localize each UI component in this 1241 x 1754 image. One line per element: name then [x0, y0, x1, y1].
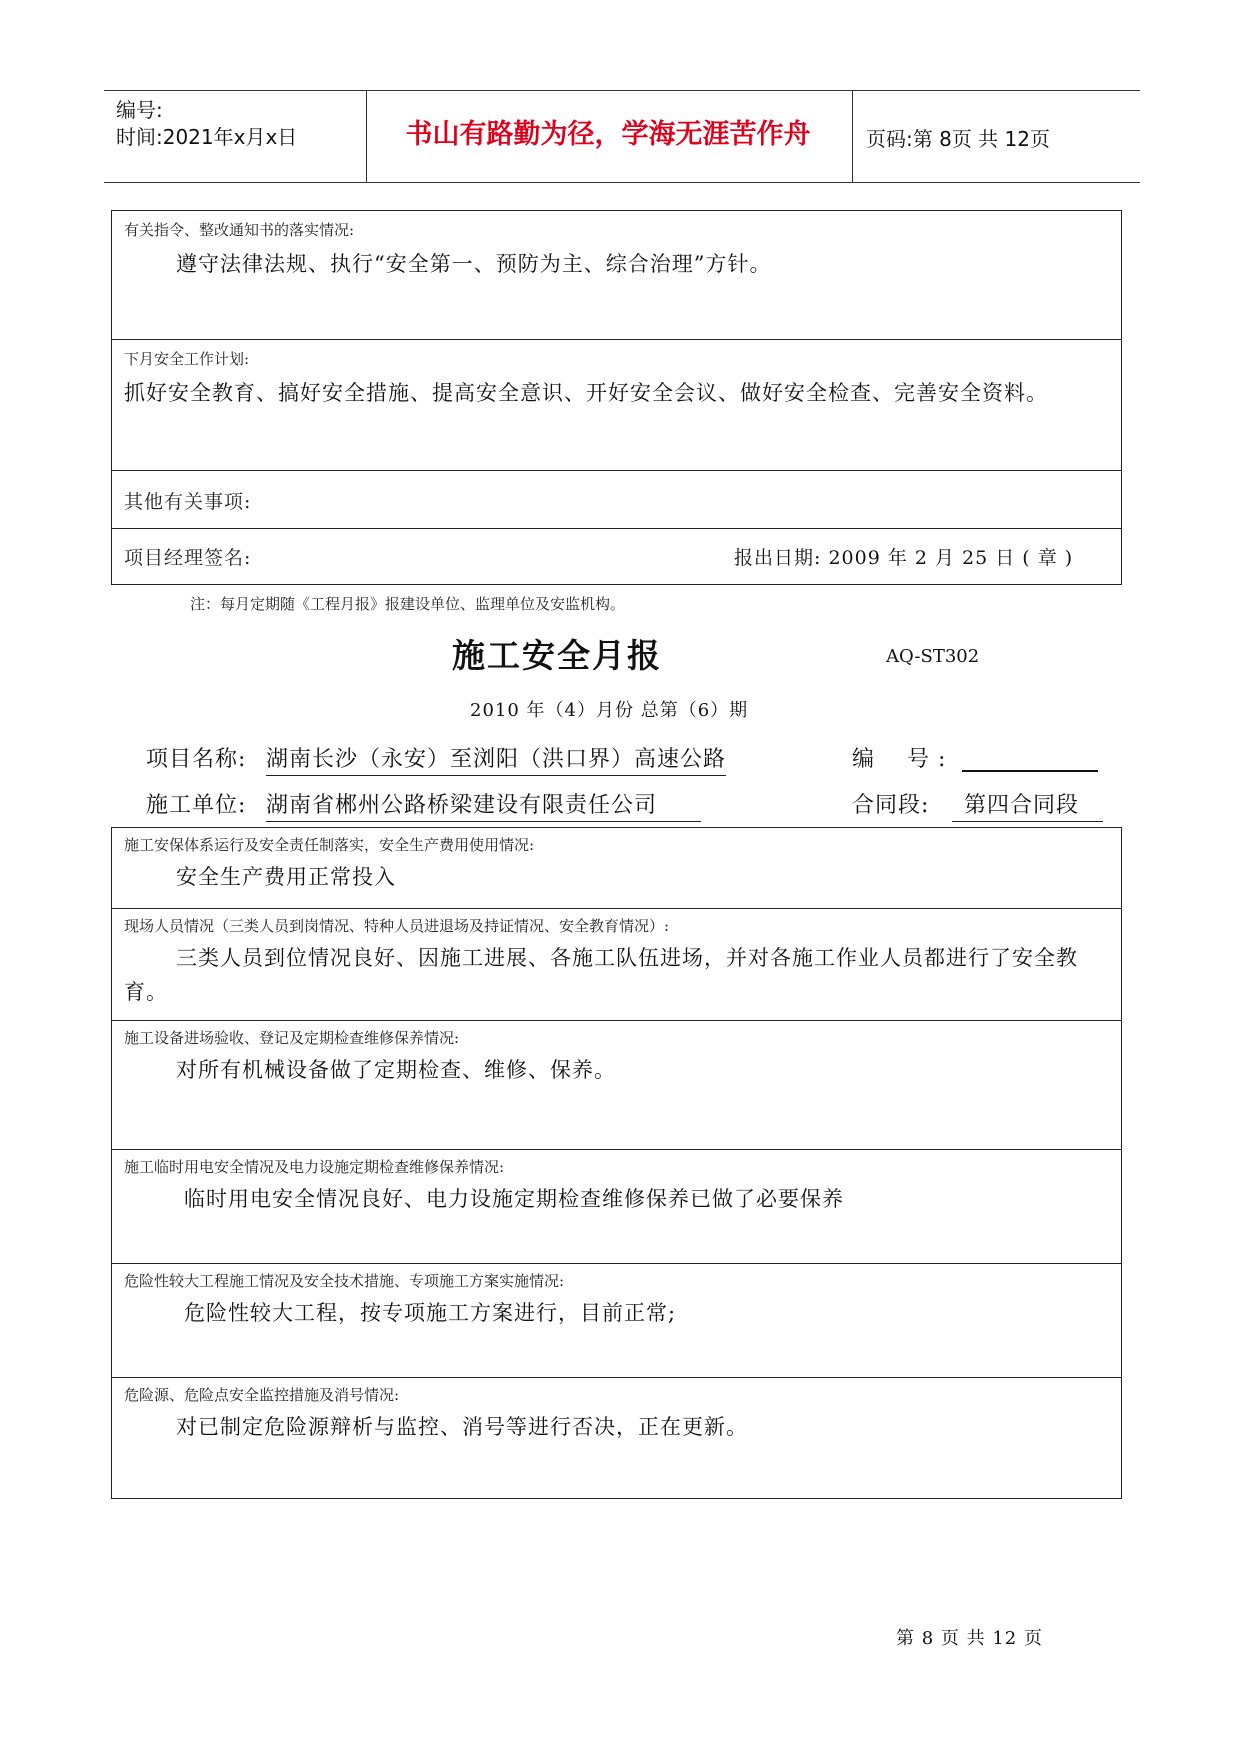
header-divider-right — [852, 90, 853, 182]
contract-value: 第四合同段 — [952, 788, 1103, 822]
row-value: 遵守法律法规、执行“安全第一、预防为主、综合治理”方针。 — [176, 252, 772, 276]
page-footer: 第 8 页 共 12 页 — [896, 1628, 1043, 1649]
lower-table — [111, 827, 1122, 1499]
number-field — [962, 744, 1098, 772]
row-label: 施工安保体系运行及安全责任制落实，安全生产费用使用情况: — [124, 836, 535, 854]
header-time: 时间:2021年x月x日 — [116, 125, 298, 149]
table-row — [112, 1020, 1121, 1149]
header-bottom-rule — [104, 182, 1140, 183]
table-row — [112, 828, 1121, 908]
report-period: 2010 年（4）月份 总第（6）期 — [470, 700, 749, 721]
table-row — [112, 1149, 1121, 1263]
row-value: 安全生产费用正常投入 — [176, 865, 396, 889]
manager-signature-label: 项目经理签名: — [124, 547, 252, 569]
header-page-number: 页码:第 8页 共 12页 — [866, 127, 1050, 151]
row-label: 有关指令、整改通知书的落实情况: — [124, 221, 355, 239]
report-title: 施工安全月报 — [452, 636, 662, 675]
number-label: 编 号 : — [852, 747, 947, 772]
unit-label: 施工单位: — [146, 793, 247, 818]
table-row — [112, 211, 1121, 339]
row-value: 三类人员到位情况良好、因施工进展、各施工队伍进场，并对各施工作业人员都进行了安全教育。 — [124, 946, 1078, 1004]
other-matters-label: 其他有关事项: — [124, 491, 252, 513]
footnote: 注：每月定期随《工程月报》报建设单位、监理单位及安监机构。 — [190, 595, 626, 613]
row-value: 对所有机械设备做了定期检查、维修、保养。 — [176, 1058, 616, 1082]
row-value: 危险性较大工程，按专项施工方案进行，目前正常; — [184, 1301, 677, 1325]
row-label: 施工临时用电安全情况及电力设施定期检查维修保养情况: — [124, 1158, 505, 1176]
row-label: 下月安全工作计划: — [124, 350, 250, 368]
upper-table — [111, 210, 1122, 585]
row-value: 抓好安全教育、搞好安全措施、提高安全意识、开好安全会议、做好安全检查、完善安全资料。 — [124, 381, 1048, 405]
project-name: 湖南长沙（永安）至浏阳（洪口界）高速公路 — [266, 742, 726, 776]
project-name-label: 项目名称: — [146, 747, 247, 772]
table-row — [112, 1377, 1121, 1498]
row-label: 现场人员情况（三类人员到岗情况、特种人员进退场及持证情况、安全教育情况）: — [124, 917, 670, 935]
report-code: AQ-ST302 — [886, 646, 980, 667]
row-value: 临时用电安全情况良好、电力设施定期检查维修保养已做了必要保养 — [184, 1187, 844, 1211]
table-row — [112, 339, 1121, 470]
report-date: 报出日期: 2009 年 2 月 25 日 ( 章 ) — [734, 547, 1074, 569]
row-value: 对已制定危险源辩析与监控、消号等进行否决，正在更新。 — [176, 1415, 748, 1439]
header-motto: 书山有路勤为径，学海无涯苦作舟 — [405, 119, 811, 150]
other-matters-row — [112, 470, 1121, 528]
header-top-rule — [104, 90, 1140, 91]
contract-label: 合同段: — [852, 793, 930, 818]
header-serial: 编号: — [116, 98, 163, 122]
unit-name: 湖南省郴州公路桥梁建设有限责任公司 — [266, 788, 701, 822]
table-row — [112, 908, 1121, 1020]
header-divider-left — [366, 90, 367, 182]
row-label: 危险源、危险点安全监控措施及消号情况: — [124, 1386, 400, 1404]
row-label: 施工设备进场验收、登记及定期检查维修保养情况: — [124, 1029, 460, 1047]
row-label: 危险性较大工程施工情况及安全技术措施、专项施工方案实施情况: — [124, 1272, 565, 1290]
table-row — [112, 1263, 1121, 1377]
signature-row — [112, 528, 1121, 584]
